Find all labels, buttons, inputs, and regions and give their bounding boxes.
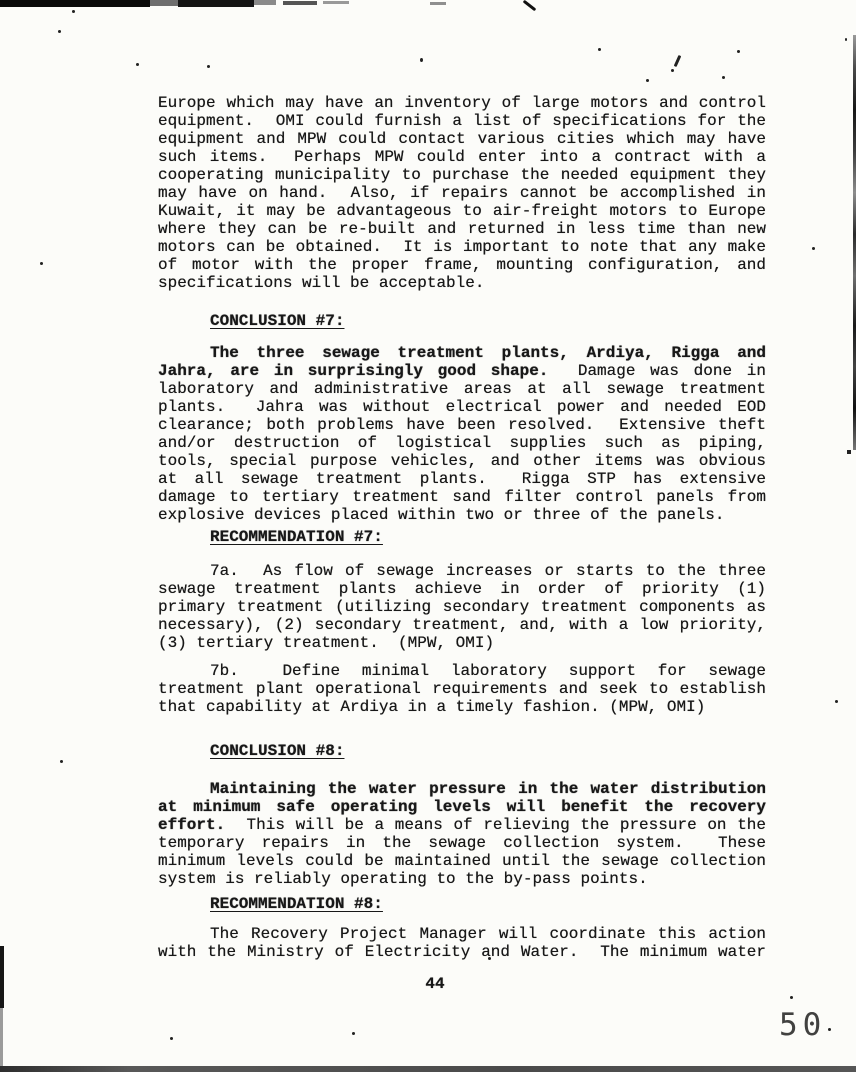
text-line: clearance; both problems have been resolved. Extensive theft <box>158 416 766 434</box>
scan-speck <box>835 700 838 703</box>
paragraph <box>158 344 766 524</box>
text-line: necessary), (2) secondary treatment, and, with a low priority, <box>158 616 766 634</box>
page-number: 44 <box>425 975 445 993</box>
scan-artifact-left-edge <box>0 1008 3 1072</box>
text-line: equipment. OMI could furnish a list of specifications for the <box>158 112 766 130</box>
text-line: cooperating municipality to purchase the needed equipment they <box>158 166 766 184</box>
text-line: minimum levels could be maintained until the sewage collection <box>158 852 766 870</box>
text-line: treatment plant operational requirements and seek to establish <box>158 680 766 698</box>
text-line: at all sewage treatment plants. Rigga STP has extensive <box>158 470 766 488</box>
text-line: Jahra, are in surprisingly good shape. Damage was done in <box>158 362 767 380</box>
scan-speck <box>40 262 43 265</box>
text-line: system is reliably operating to the by-pass points. <box>158 870 648 888</box>
text-line: plants. Jahra was without electrical power and needed EOD <box>158 398 766 416</box>
text-line: motors can be obtained. It is important to note that any make <box>158 238 766 256</box>
text-line: Kuwait, it may be advantageous to air-freight motors to Europe <box>158 202 766 220</box>
scan-speck <box>352 1032 355 1035</box>
text-line: and/or destruction of logistical supplies such as piping, <box>158 434 766 452</box>
text-line: that capability at Ardiya in a timely fashion. (MPW, OMI) <box>158 698 706 716</box>
text-line: at minimum safe operating levels will benefit the recovery <box>158 798 766 816</box>
paragraph <box>158 925 766 961</box>
scan-artifact-bottom-bar <box>0 1066 856 1072</box>
text-line: (3) tertiary treatment. (MPW, OMI) <box>158 634 495 652</box>
text-line: where they can be re-built and returned in less time than new <box>158 220 766 238</box>
text-line: temporary repairs in the sewage collection system. These <box>158 834 766 852</box>
text-line: tools, special purpose vehicles, and other items was obvious <box>158 452 766 470</box>
text-line: effort. This will be a means of relieving the pressure on the <box>158 816 766 834</box>
scan-speck <box>72 10 75 13</box>
text-line: may have on hand. Also, if repairs cannot be accomplished in <box>158 184 766 202</box>
section-heading: CONCLUSION #8: <box>210 742 345 760</box>
paragraph <box>158 662 766 716</box>
paragraph <box>158 94 766 292</box>
scan-speck <box>136 63 139 66</box>
text-line: damage to tertiary treatment sand filter control panels from <box>158 488 766 506</box>
section-heading: RECOMMENDATION #8: <box>210 895 383 913</box>
text-line: such items. Perhaps MPW could enter into a contract with a <box>158 148 766 166</box>
paragraph <box>158 562 766 652</box>
text-line: with the Ministry of Electricity and Water. The minimum water <box>158 943 766 961</box>
scan-speck <box>170 1037 173 1040</box>
text-line: Europe which may have an inventory of large motors and control <box>158 94 766 112</box>
text-line: laboratory and administrative areas at all sewage treatment <box>158 380 766 398</box>
stamp-page-number: 50 <box>779 1007 827 1043</box>
scan-speck <box>58 30 61 33</box>
scan-speck <box>790 996 793 999</box>
text-line: specifications will be acceptable. <box>158 274 485 292</box>
scan-speck <box>847 450 851 454</box>
text-line: sewage treatment plants achieve in order of priority (1) <box>158 580 766 598</box>
scan-artifact-left-edge <box>0 946 4 1008</box>
section-heading: CONCLUSION #7: <box>210 312 345 330</box>
text-line: primary treatment (utilizing secondary treatment components as <box>158 598 766 616</box>
text-line: of motor with the proper frame, mounting configuration, and <box>158 256 766 274</box>
scan-speck <box>60 760 63 763</box>
text-line: 7b. Define minimal laboratory support for sewage <box>210 662 766 680</box>
paragraph <box>158 780 766 888</box>
text-line: explosive devices placed within two or three of the panels. <box>158 506 725 524</box>
section-heading: RECOMMENDATION #7: <box>210 528 383 546</box>
text-line: equipment and MPW could contact various cities which may have <box>158 130 766 148</box>
scan-speck <box>845 38 847 41</box>
text-line: 7a. As flow of sewage increases or starts to the three <box>210 562 766 580</box>
text-line: The Recovery Project Manager will coordinate this action <box>210 925 766 943</box>
text-line: Maintaining the water pressure in the water distribution <box>210 780 766 798</box>
scan-artifact-top-bar <box>0 0 150 7</box>
scan-speck <box>828 1028 831 1031</box>
text-line: The three sewage treatment plants, Ardiya, Rigga and <box>210 344 766 362</box>
document-body <box>158 0 766 961</box>
scan-speck <box>812 247 815 250</box>
